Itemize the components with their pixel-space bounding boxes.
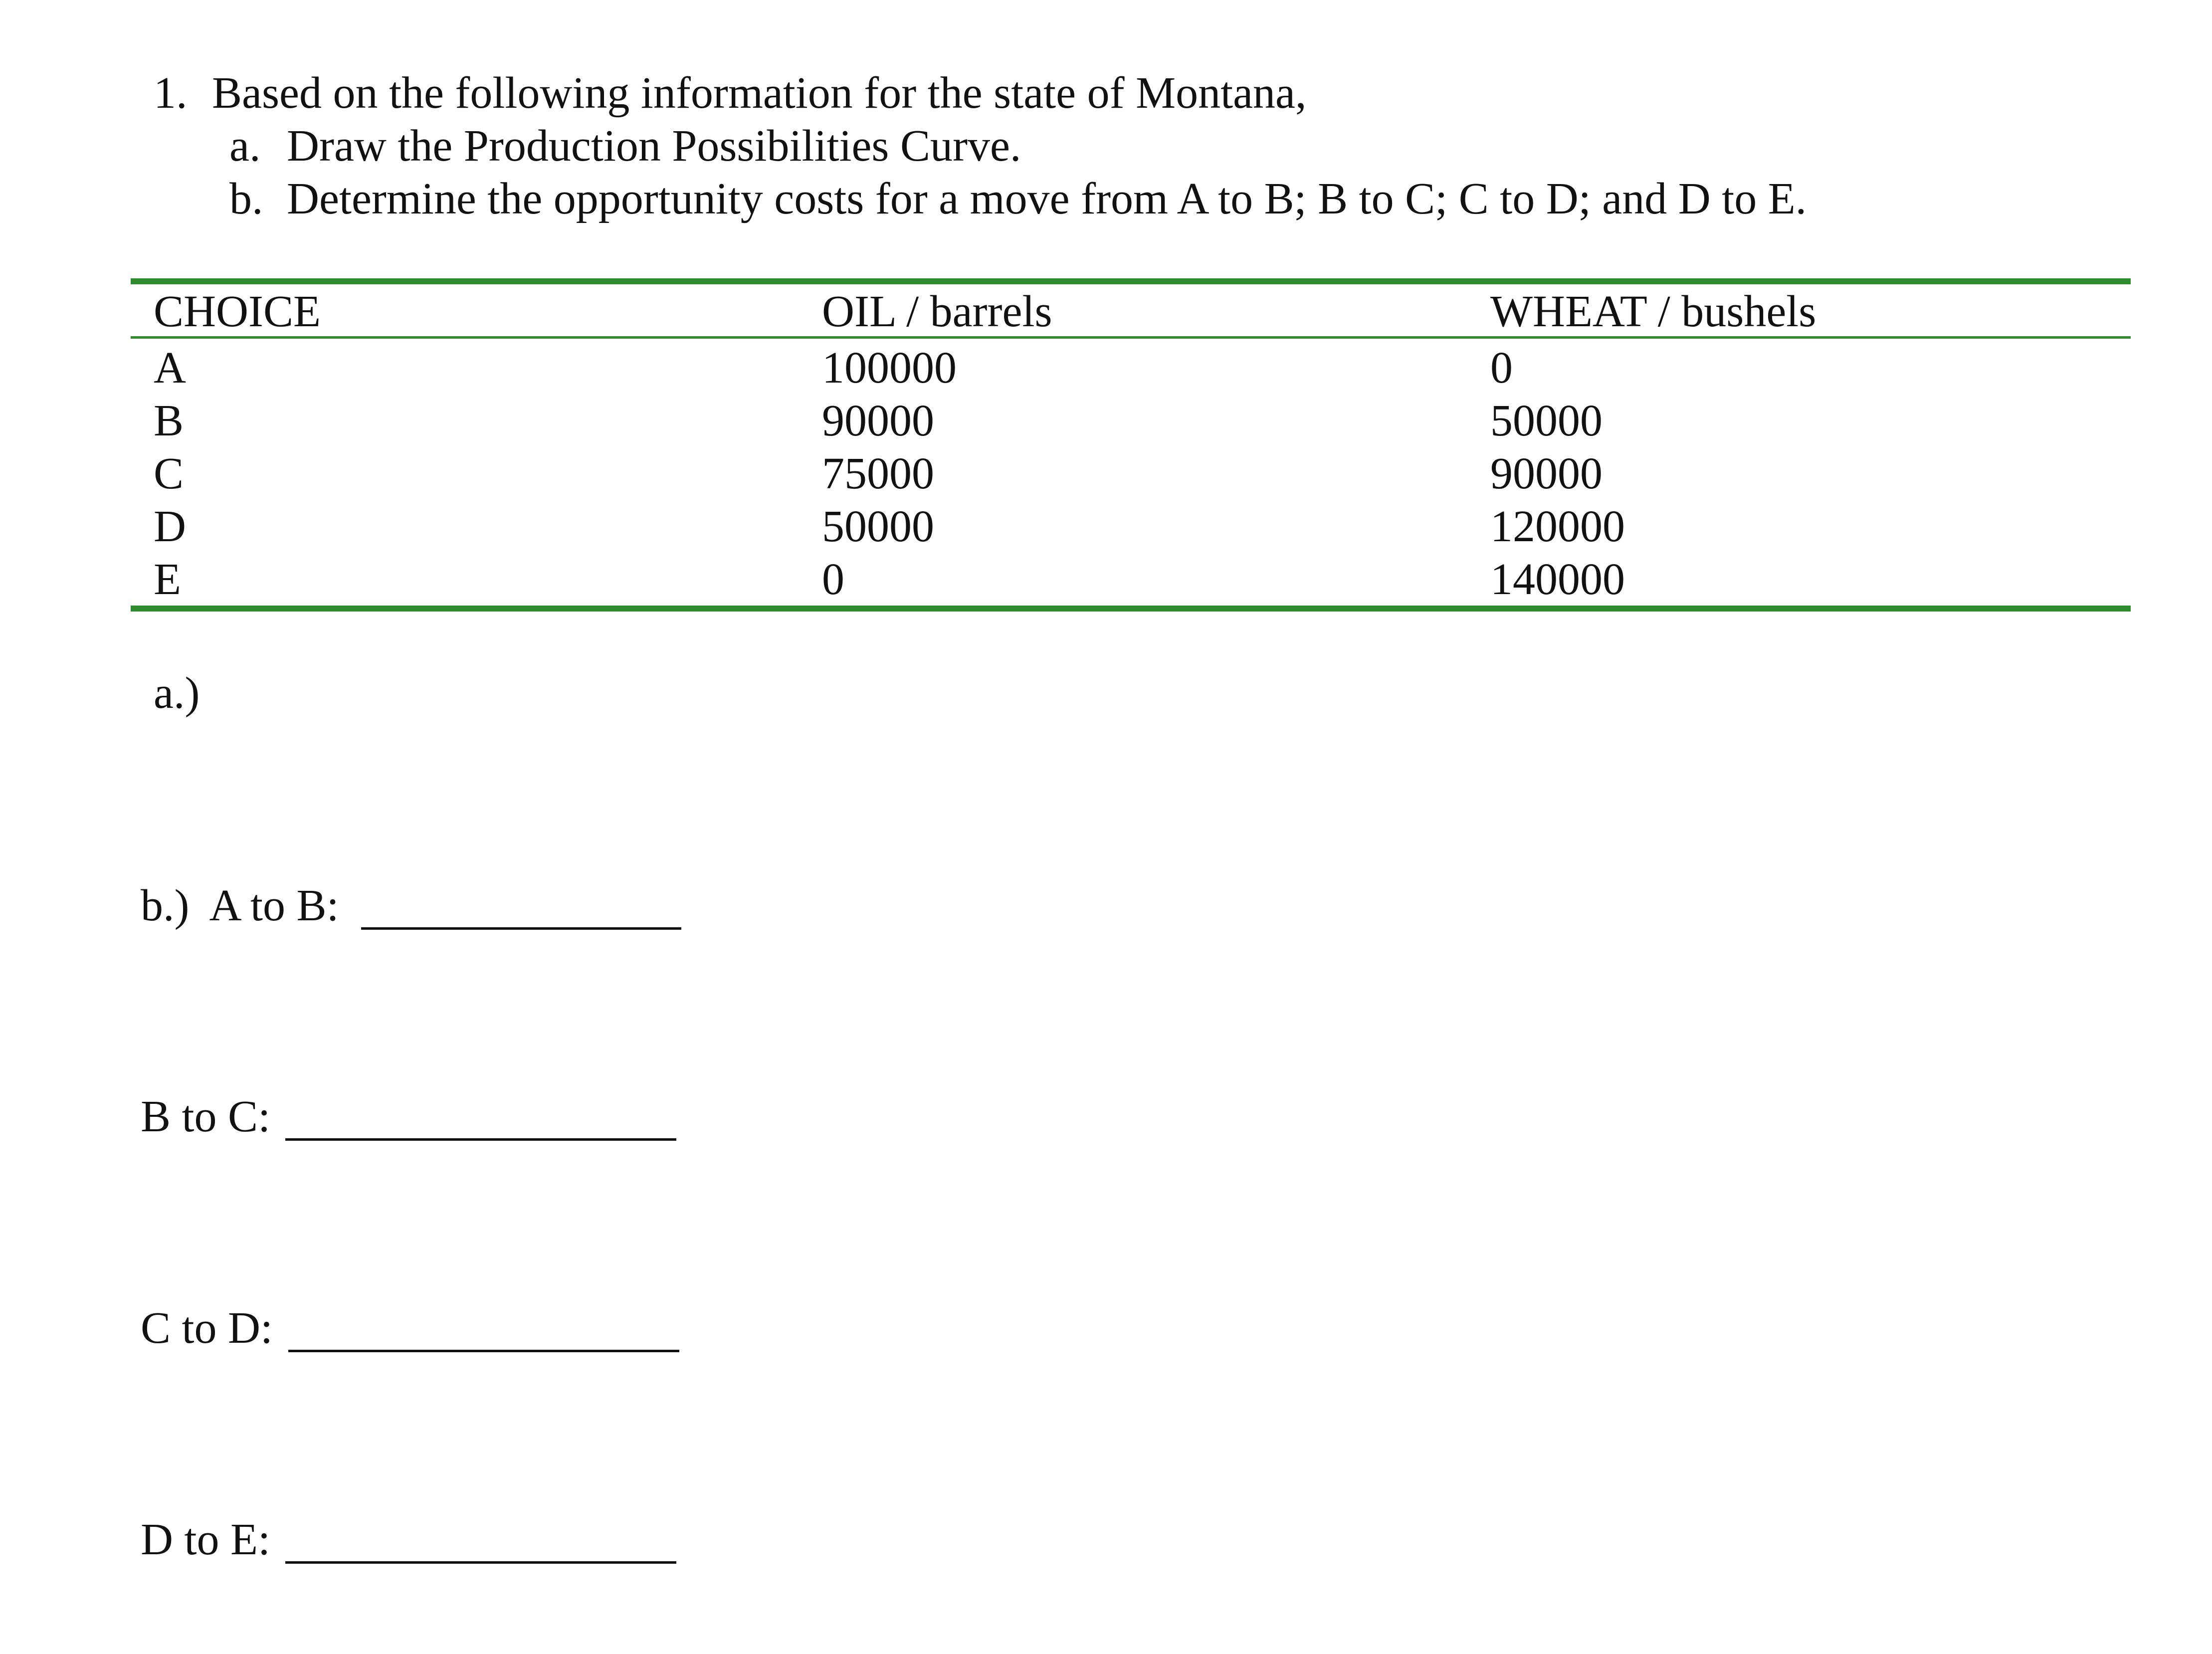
subpart-b-letter: b. xyxy=(229,174,263,223)
table-header-choice: CHOICE xyxy=(154,287,321,336)
d-to-e-answer-blank[interactable] xyxy=(285,1561,676,1564)
table-header-oil: OIL / barrels xyxy=(822,287,1052,336)
table-cell-wheat: 120000 xyxy=(1490,502,1625,551)
table-top-rule xyxy=(131,278,2131,284)
c-to-d-answer-blank[interactable] xyxy=(288,1350,679,1352)
subpart-b-text: Determine the opportunity costs for a move from A to B; B to C; C to D; and D to E. xyxy=(287,174,1807,223)
question-number: 1. xyxy=(154,68,188,118)
part-a-label: a.) xyxy=(154,668,200,718)
table-cell-oil: 0 xyxy=(822,555,844,604)
table-cell-choice: B xyxy=(154,396,184,445)
table-cell-oil: 75000 xyxy=(822,449,934,498)
a-to-b-answer-blank[interactable] xyxy=(361,927,681,930)
table-header-rule xyxy=(131,336,2131,339)
c-to-d-label: C to D: xyxy=(141,1303,273,1353)
d-to-e-label: D to E: xyxy=(141,1515,270,1564)
table-header-wheat: WHEAT / bushels xyxy=(1490,287,1816,336)
b-to-c-label: B to C: xyxy=(141,1092,271,1141)
table-cell-oil: 90000 xyxy=(822,396,934,445)
b-to-c-answer-blank[interactable] xyxy=(285,1138,676,1141)
table-cell-wheat: 140000 xyxy=(1490,555,1625,604)
question-text: Based on the following information for the state of Montana, xyxy=(212,68,1307,118)
table-cell-oil: 100000 xyxy=(822,343,957,393)
table-cell-wheat: 90000 xyxy=(1490,449,1603,498)
table-cell-wheat: 0 xyxy=(1490,343,1513,393)
table-bottom-rule xyxy=(131,606,2131,612)
table-cell-choice: E xyxy=(154,555,181,604)
part-b-a-to-b-label: b.) A to B: xyxy=(141,881,339,930)
table-cell-oil: 50000 xyxy=(822,502,934,551)
table-cell-choice: D xyxy=(154,502,186,551)
subpart-a-letter: a. xyxy=(229,121,261,171)
table-cell-choice: A xyxy=(154,343,186,393)
table-cell-wheat: 50000 xyxy=(1490,396,1603,445)
subpart-a-text: Draw the Production Possibilities Curve. xyxy=(287,121,1021,171)
table-cell-choice: C xyxy=(154,449,184,498)
